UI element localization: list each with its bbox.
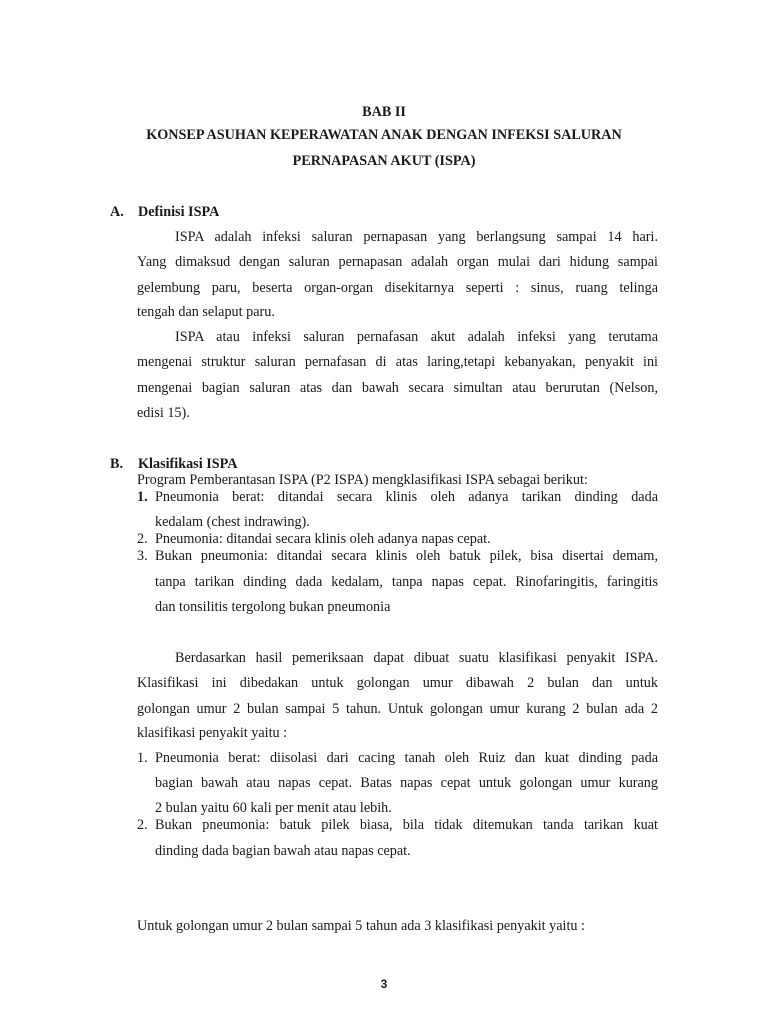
list1-line: kedalam (chest indrawing). — [155, 514, 310, 530]
title-line-1: KONSEP ASUHAN KEPERAWATAN ANAK DENGAN INFEKSI SALURAN — [146, 127, 622, 143]
list1-line: Pneumonia: ditandai secara klinis oleh adanya napas cepat. — [155, 531, 491, 547]
list2-line: dinding dada bagian bawah atau napas cepat. — [155, 843, 411, 859]
section-b-intro: Program Pemberantasan ISPA (P2 ISPA) mengklasifikasi ISPA sebagai berikut: — [137, 472, 588, 488]
list1-number: 1. — [137, 489, 148, 505]
chapter-heading: BAB II — [362, 104, 406, 120]
list1-line: dan tonsilitis tergolong bukan pneumonia — [155, 599, 391, 615]
list2-line: Pneumonia berat: diisolasi dari cacing tanah oleh Ruiz dan kuat dinding pada — [155, 750, 658, 766]
para1-line: ISPA adalah infeksi saluran pernapasan yang berlangsung sampai 14 hari. — [175, 229, 658, 245]
list1-number: 3. — [137, 548, 148, 564]
list2-number: 2. — [137, 817, 148, 833]
closing-line: Untuk golongan umur 2 bulan sampai 5 tahun ada 3 klasifikasi penyakit yaitu : — [137, 918, 586, 934]
list2-line: Bukan pneumonia: batuk pilek biasa, bila tidak ditemukan tanda tarikan kuat — [155, 817, 658, 833]
para2-line: edisi 15). — [137, 405, 190, 421]
title-line-2: PERNAPASAN AKUT (ISPA) — [292, 153, 476, 169]
list1-line: Pneumonia berat: ditandai secara klinis oleh adanya tarikan dinding dada — [155, 489, 658, 505]
para1-line: gelembung paru, beserta organ-organ disekitarnya seperti : sinus, ruang telinga — [137, 280, 658, 296]
para2-line: ISPA atau infeksi saluran pernafasan akut adalah infeksi yang terutama — [175, 329, 658, 345]
list1-line: tanpa tarikan dinding dada kedalam, tanpa napas cepat. Rinofaringitis, faringitis — [155, 574, 658, 590]
para3-line: Berdasarkan hasil pemeriksaan dapat dibuat suatu klasifikasi penyakit ISPA. — [175, 650, 658, 666]
para1-line: tengah dan selaput paru. — [137, 304, 275, 320]
page-number: 3 — [380, 977, 388, 991]
list2-line: bagian bawah atau napas cepat. Batas napas cepat untuk golongan umur kurang — [155, 775, 658, 791]
section-b-marker: B. — [110, 456, 124, 472]
para2-line: mengenai struktur saluran pernafasan di atas laring,tetapi kebanyakan, penyakit ini — [137, 354, 658, 370]
list2-line: 2 bulan yaitu 60 kali per menit atau lebih. — [155, 800, 392, 816]
para2-line: mengenai bagian saluran atas dan bawah secara simultan atau berurutan (Nelson, — [137, 380, 658, 396]
para1-line: Yang dimaksud dengan saluran pernapasan adalah organ mulai dari hidung sampai — [137, 254, 658, 270]
para3-line: Klasifikasi ini dibedakan untuk golongan umur dibawah 2 bulan dan untuk — [137, 675, 658, 691]
list1-number: 2. — [137, 531, 148, 547]
section-a-marker: A. — [110, 204, 124, 220]
list2-number: 1. — [137, 750, 148, 766]
section-b-heading: Klasifikasi ISPA — [138, 456, 238, 472]
list1-line: Bukan pneumonia: ditandai secara klinis oleh batuk pilek, bisa disertai demam, — [155, 548, 658, 564]
para3-line: klasifikasi penyakit yaitu : — [137, 725, 288, 741]
section-a-heading: Definisi ISPA — [138, 204, 220, 220]
para3-line: golongan umur 2 bulan sampai 5 tahun. Untuk golongan umur kurang 2 bulan ada 2 — [137, 701, 658, 717]
